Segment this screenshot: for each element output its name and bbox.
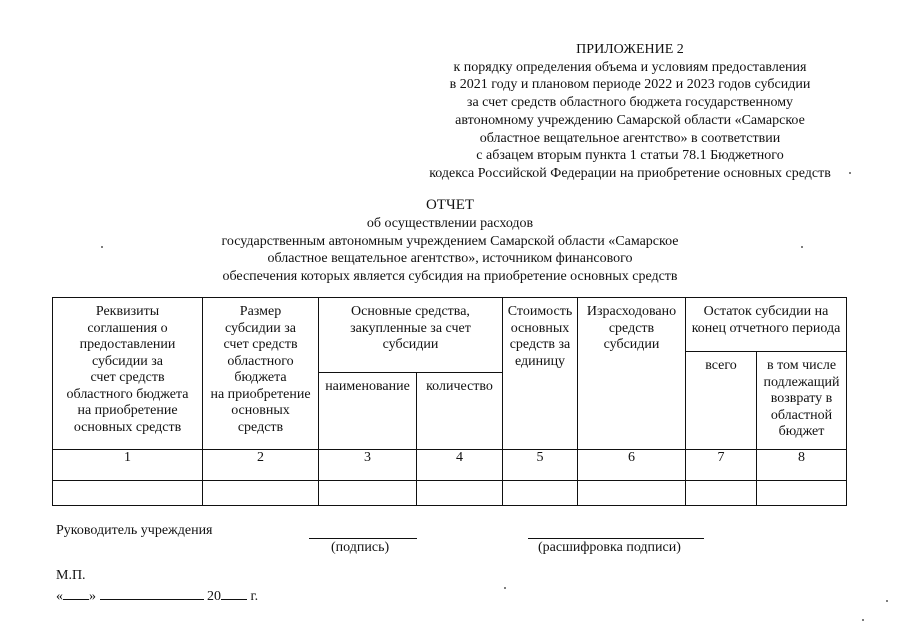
column-number: 1: [53, 450, 203, 481]
report-title: ОТЧЕТ: [425, 197, 475, 213]
report-subtitle-line: об осуществлении расходов: [366, 216, 534, 231]
appendix-line: автономному учреждению Самарской области «Самарское: [455, 112, 805, 128]
empty-data-row: [53, 481, 847, 506]
header-spent: Израсходовано средств субсидии: [578, 298, 686, 450]
stamp-place: М.П.: [56, 568, 86, 583]
empty-cell: [319, 481, 417, 506]
appendix-line: к порядку определения объема и условиям предоставления: [453, 59, 807, 75]
empty-cell: [203, 481, 319, 506]
scan-speck: [886, 600, 888, 602]
appendix-line: в 2021 году и плановом периоде 2022 и 2023 годов субсидии: [449, 77, 811, 93]
appendix-line: за счет средств областного бюджета государственному: [466, 95, 794, 111]
header-balance-group: Остаток субсидии на конец отчетного периода: [686, 298, 847, 352]
signature-line: [309, 538, 417, 539]
empty-cell: [53, 481, 203, 506]
appendix-line: областное вещательное агентство» в соответствии: [479, 130, 781, 146]
appendix-title: ПРИЛОЖЕНИЕ 2: [576, 42, 684, 57]
column-number: 7: [686, 450, 757, 481]
report-subtitle-line: государственным автономным учреждением Самарской области «Самарское: [221, 233, 679, 249]
empty-cell: [686, 481, 757, 506]
empty-cell: [578, 481, 686, 506]
report-subtitle-line: областное вещательное агентство», источником финансового: [267, 251, 633, 267]
head-of-institution-label: Руководитель учреждения: [56, 523, 213, 538]
decode-line: [528, 538, 704, 539]
header-subsidy-amount: Размер субсидии за счет средств областного бюджета на приобретение основных средств: [203, 298, 319, 450]
report-heading: [100, 196, 800, 286]
empty-cell: [503, 481, 578, 506]
appendix-line: кодекса Российской Федерации на приобретение основных средств: [429, 165, 831, 181]
report-subtitle-line: обеспечения которых является субсидия на приобретение основных средств: [222, 269, 678, 285]
decode-caption: (расшифровка подписи): [538, 540, 681, 555]
month-blank: [100, 585, 204, 600]
column-number: 8: [757, 450, 847, 481]
column-number: 6: [578, 450, 686, 481]
header-fixed-assets-group: Основные средства, закупленные за счет субсидии: [319, 298, 503, 373]
empty-cell: [417, 481, 503, 506]
empty-cell: [757, 481, 847, 506]
column-number: 4: [417, 450, 503, 481]
scan-speck: [862, 619, 864, 621]
header-agreement-details: Реквизиты соглашения о предоставлении субсидии за счет средств областного бюджета на приобретение основных средств: [53, 298, 203, 450]
header-balance-refund: в том числе подлежащий возврату в областной бюджет: [757, 352, 847, 450]
header-unit-cost: Стоимость основных средств за единицу: [503, 298, 578, 450]
signature-caption: (подпись): [331, 540, 390, 555]
column-number: 5: [503, 450, 578, 481]
appendix-line: с абзацем вторым пункта 1 статьи 78.1 Бюджетного: [476, 148, 784, 164]
column-number-row: [53, 450, 847, 481]
header-asset-quantity: количество: [417, 373, 503, 450]
report-table: [52, 297, 847, 506]
scan-speck: [504, 587, 506, 589]
scan-speck: [849, 172, 851, 174]
header-balance-total: всего: [686, 352, 757, 450]
day-blank: [63, 585, 89, 600]
year-blank: [221, 585, 247, 600]
column-number: 2: [203, 450, 319, 481]
date-line: « » 20 г.: [56, 585, 258, 605]
appendix-header: [380, 41, 880, 183]
column-number: 3: [319, 450, 417, 481]
scan-speck: [101, 246, 103, 248]
scan-speck: [801, 246, 803, 248]
header-asset-name: наименование: [319, 373, 417, 450]
